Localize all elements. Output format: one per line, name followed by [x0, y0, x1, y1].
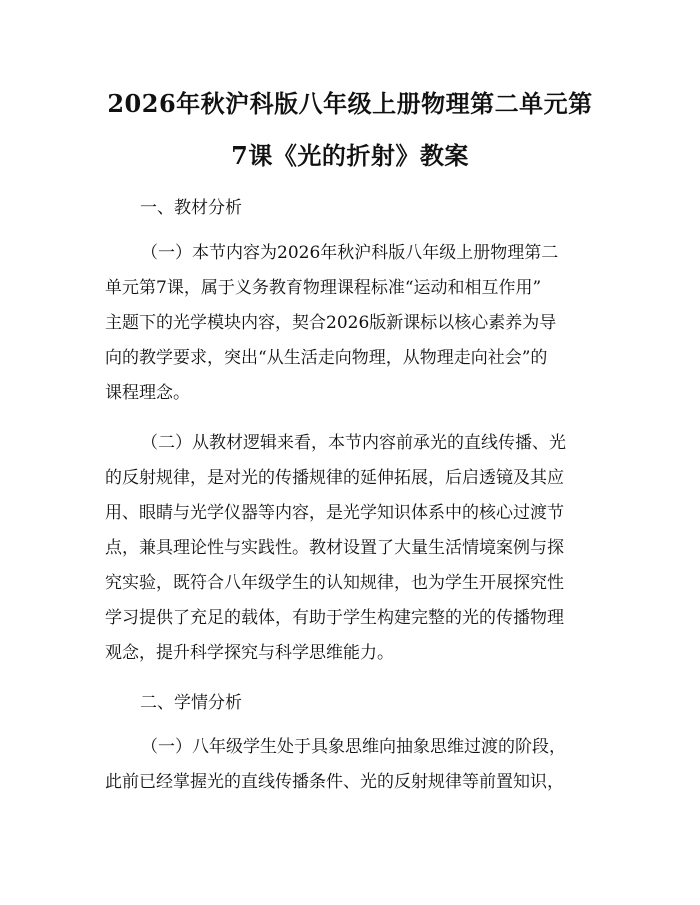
- paragraph-line: 点，兼具理论性与实践性。教材设置了大量生活情境案例与探: [105, 538, 564, 558]
- paragraph-line: （一）八年级学生处于具象思维向抽象思维过渡的阶段，: [141, 737, 566, 757]
- paragraph-line: （二）从教材逻辑来看，本节内容前承光的直线传播、光: [141, 433, 566, 453]
- paragraph-line: 学习提供了充足的载体，有助于学生构建完整的光的传播物理: [105, 608, 564, 628]
- paragraph: [105, 730, 605, 800]
- paragraph-line: 单元第7课，属于义务教育物理课程标准“运动和相互作用”: [105, 278, 542, 298]
- paragraph: [105, 426, 605, 671]
- paragraph-line: 主题下的光学模块内容，契合2026版新课标以核心素养为导: [105, 313, 557, 333]
- paragraph-line: 课程理念。: [105, 383, 190, 403]
- paragraph-line: 用、眼睛与光学仪器等内容，是光学知识体系中的核心过渡节: [105, 503, 564, 523]
- paragraph: [105, 236, 605, 411]
- document-title-line-2: 7课《光的折射》教案: [231, 141, 469, 170]
- paragraph-line: 向的教学要求，突出“从生活走向物理，从物理走向社会”的: [105, 348, 548, 368]
- paragraph-line: 观念，提升科学探究与科学思维能力。: [105, 643, 394, 663]
- document-title-line-1: 2026年秋沪科版八年级上册物理第二单元第: [107, 89, 593, 118]
- paragraph-line: 的反射规律，是对光的传播规律的延伸拓展，后启透镜及其应: [105, 468, 564, 488]
- paragraph-line: （一）本节内容为2026年秋沪科版八年级上册物理第二: [141, 243, 559, 263]
- section-heading-textbook-analysis: 一、教材分析: [140, 198, 242, 218]
- section-heading-learner-analysis: 二、学情分析: [140, 693, 242, 713]
- paragraph-line: 此前已经掌握光的直线传播条件、光的反射规律等前置知识，: [105, 772, 564, 792]
- paragraph-line: 究实验，既符合八年级学生的认知规律，也为学生开展探究性: [105, 573, 564, 593]
